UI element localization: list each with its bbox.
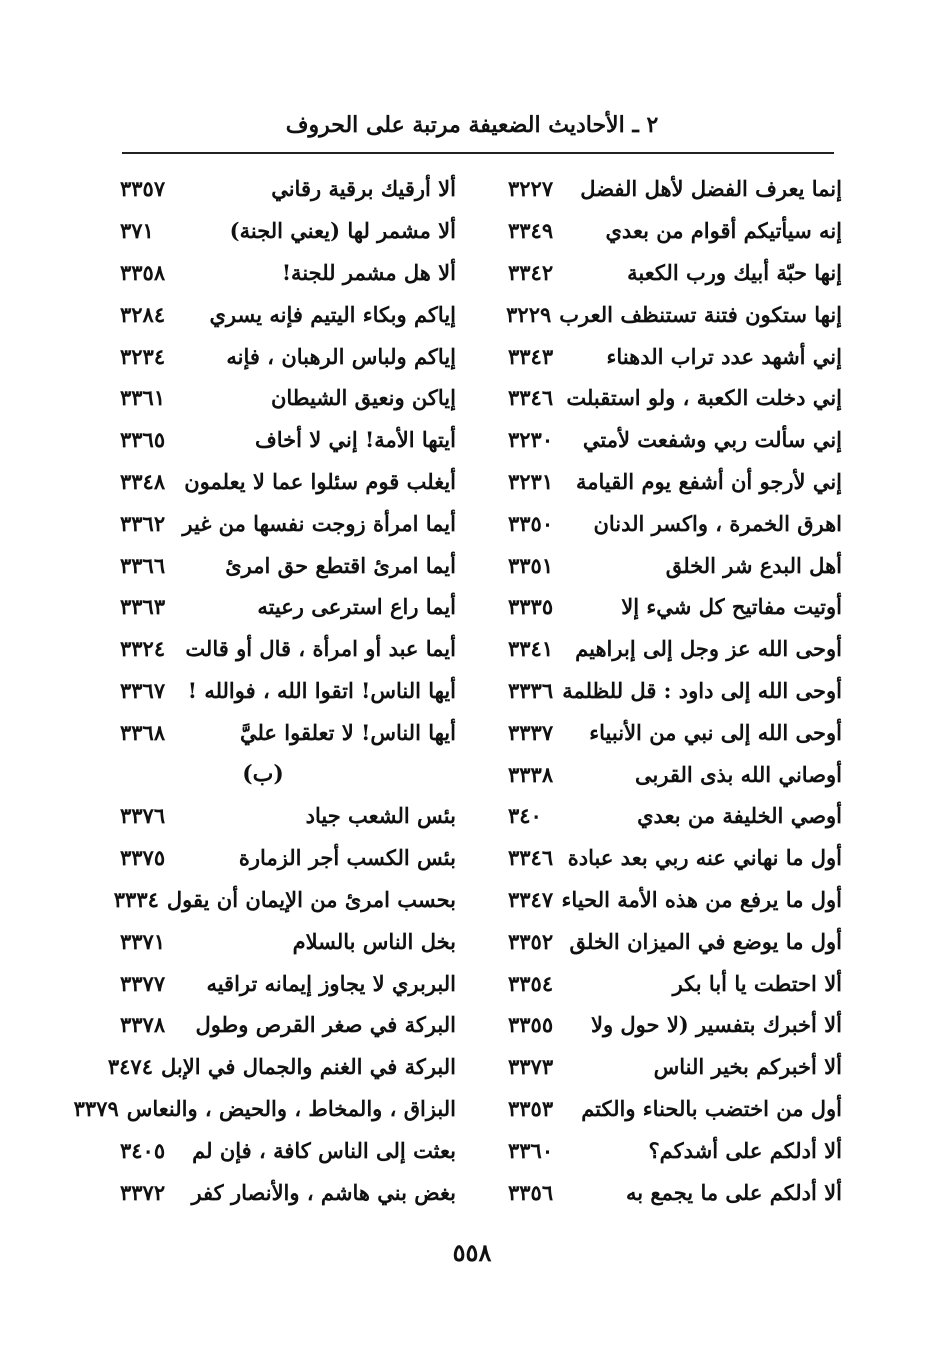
hadith-number: ٣٣٥٨ [120,259,166,285]
hadith-number: ٣٣٥٢ [508,928,554,954]
index-entry [120,335,456,377]
hadith-title: ألا أدلكم على ما يجمع به [626,1179,842,1205]
hadith-number: ٣٣٤٦ [508,845,554,871]
hadith-number: ٣٣٢٤ [120,636,166,662]
hadith-number: ٣٣٣٤ [113,886,159,912]
hadith-title: إني دخلت الكعبة ، ولو استقبلت [566,385,842,411]
hadith-title: بئس الكسب أجر الزمارة [238,845,456,871]
index-entry [508,544,842,586]
index-entry [508,753,842,795]
hadith-title: البركة في الغنم والجمال في الإبل [160,1054,456,1080]
index-entry [508,670,842,712]
hadith-number: ٣٣٧٥ [120,845,166,871]
hadith-title: أول من اختضب بالحناء والكتم [581,1095,842,1121]
index-entry [508,1088,842,1130]
hadith-number: ٣٣٦٢ [120,510,166,536]
index-entry [120,628,456,670]
index-entry [120,795,456,837]
hadith-number: ٣٣٥٣ [508,1095,554,1121]
hadith-number: ٣٣٦٨ [120,719,166,745]
hadith-title: أيغلب قوم سئلوا عما لا يعلمون [184,468,456,494]
index-entry [120,1004,456,1046]
hadith-number: ٣٣٧٩ [73,1095,119,1121]
hadith-title: أوتيت مفاتيح كل شيء إلا [621,594,842,620]
hadith-number: ٣٤٧٤ [107,1054,153,1080]
hadith-number: ٣٣٥٦ [508,1179,554,1205]
hadith-number: ٣٢٢٧ [508,176,554,202]
index-entry [508,252,842,294]
index-entry [120,837,456,879]
hadith-title: ألا أدلكم على أشدكم؟ [648,1137,842,1163]
hadith-title: بغض بني هاشم ، والأنصار كفر [191,1179,456,1205]
index-entry [508,461,842,503]
hadith-number: ٣٣٧٨ [120,1012,166,1038]
index-entry [120,377,456,419]
hadith-title: ألا أخبرك بتفسير (لا حول ولا [591,1012,842,1038]
index-entry [120,544,456,586]
hadith-title: إياكم وبكاء اليتيم فإنه يسري [209,301,456,327]
index-entry [508,962,842,1004]
hadith-title: ألا أخبركم بخير الناس [653,1054,842,1080]
hadith-title: أيتها الأمة! إني لا أخاف [254,427,456,453]
hadith-title: أول ما يوضع في الميزان الخلق [569,928,842,954]
hadith-number: ٣٢٨٤ [120,301,166,327]
hadith-title: أيها الناس! لا تعلقوا عليَّ [239,719,456,745]
hadith-title: ألا احتطت يا أبا بكر [672,970,842,996]
index-entry [508,168,842,210]
hadith-number: ٣٣٧١ [120,928,166,954]
header-rule [122,152,834,154]
hadith-title: أول ما يرفع من هذه الأمة الحياء [561,886,842,912]
hadith-number: ٣٢٣٤ [120,343,166,369]
index-column-right [508,168,842,1213]
hadith-number: ٣٤٠ [508,803,542,829]
hadith-title: بخل الناس بالسلام [292,928,456,954]
hadith-title: أيما عبد أو امرأة ، قال أو قالت [185,636,456,662]
index-entry [508,795,842,837]
index-entry [120,962,456,1004]
hadith-number: ٣٣٦٦ [120,552,166,578]
index-entry [120,502,456,544]
index-entry [120,586,456,628]
hadith-number: ٣٣٦٥ [120,427,166,453]
hadith-title: أيما امرأة زوجت نفسها من غير [182,510,456,536]
index-entry [508,837,842,879]
hadith-title: أوحى الله إلى نبي من الأنبياء [589,719,842,745]
hadith-title: اهرق الخمرة ، واكسر الدنان [593,510,842,536]
hadith-title: البركة في صغر القرص وطول [195,1012,456,1038]
index-entry [120,461,456,503]
hadith-number: ٣٣٦٣ [120,594,166,620]
index-entry [508,377,842,419]
index-entry [508,879,842,921]
hadith-number: ٣٣٣٨ [508,761,554,787]
index-entry [508,502,842,544]
hadith-title: أيما امرئ اقتطع حق امرئ [225,552,456,578]
hadith-title: ألا هل مشمر للجنة! [281,259,456,285]
index-entry [508,628,842,670]
hadith-title: البزاق ، والمخاط ، والحيض ، والنعاس [126,1095,456,1121]
index-entry [508,419,842,461]
hadith-title: إياكم ولباس الرهبان ، فإنه [226,343,456,369]
index-entry [508,335,842,377]
page-number: ٥٥٨ [452,1238,492,1267]
hadith-number: ٣٣٤٦ [508,385,554,411]
hadith-title: إنما يعرف الفضل لأهل الفضل [580,176,842,202]
hadith-title: البربري لا يجاوز إيمانه تراقيه [206,970,456,996]
hadith-number: ٣٣٤٣ [508,343,554,369]
hadith-number: ٣٣٥٥ [508,1012,554,1038]
index-entry [508,1171,842,1213]
index-entry [508,293,842,335]
hadith-number: ٣٣٣٧ [508,719,554,745]
hadith-title: أوحى الله عز وجل إلى إبراهيم [575,636,842,662]
hadith-title: أوصاني الله بذى القربى [634,761,842,787]
hadith-number: ٣٣٧٧ [120,970,166,996]
index-entry [508,1129,842,1171]
hadith-title: أول ما نهاني عنه ربي بعد عبادة [567,845,842,871]
hadith-title: أوحى الله إلى داود : قل للظلمة [562,677,842,703]
index-entry [73,1088,456,1130]
hadith-number: ٣٢٣٠ [508,427,554,453]
hadith-number: ٣٢٣١ [508,468,554,494]
index-entry [113,879,456,921]
index-entry [508,1046,842,1088]
hadith-number: ٣٣٥٤ [508,970,554,996]
hadith-title: إني لأرجو أن أشفع يوم القيامة [576,468,842,494]
hadith-title: بئس الشعب جياد [305,803,456,829]
page-header: ٢ ـ الأحاديث الضعيفة مرتبة على الحروف [285,112,659,138]
hadith-title: إني سألت ربي وشفعت لأمتي [582,427,842,453]
index-entry [120,293,456,335]
index-entry [107,1046,456,1088]
index-entry [120,711,456,753]
hadith-number: ٣٧١ [120,218,154,244]
hadith-number: ٣٣٥٧ [120,176,166,202]
hadith-number: ٣٣٥١ [508,552,554,578]
hadith-number: ٣٣٣٦ [508,677,554,703]
index-entry [120,168,456,210]
hadith-title: ألا أرقيك برقية رقاني [271,176,456,202]
hadith-title: ألا مشمر لها (يعني الجنة) [229,218,456,244]
hadith-number: ٣٣٤٢ [508,259,554,285]
hadith-number: ٣٣٤٩ [508,218,554,244]
index-entry [508,711,842,753]
hadith-number: ٣٣٧٢ [120,1179,166,1205]
hadith-title: إنها ستكون فتنة تستنظف العرب [559,301,842,327]
hadith-title: أوصي الخليفة من بعدي [637,803,842,829]
hadith-number: ٣٣٤٨ [120,468,166,494]
hadith-title: بعثت إلى الناس كافة ، فإن لم [192,1137,456,1163]
index-entry [120,210,456,252]
index-entry [120,920,456,962]
hadith-number: ٣٣٧٦ [120,803,166,829]
hadith-title: أيما راع استرعى رعيته [257,594,456,620]
hadith-title: أيها الناس! اتقوا الله ، فوالله ! [187,677,456,703]
hadith-number: ٣٤٠٥ [120,1137,166,1163]
hadith-number: ٣٣٤٧ [508,886,554,912]
hadith-title: إنه سيأتيكم أقوام من بعدي [605,218,842,244]
index-entry [120,670,456,712]
index-entry [508,586,842,628]
index-entry [508,210,842,252]
hadith-number: ٣٣٦١ [120,385,166,411]
hadith-title: بحسب امرئ من الإيمان أن يقول [166,886,456,912]
section-heading: (ب) [242,761,284,788]
index-entry [120,419,456,461]
hadith-number: ٣٣٣٥ [508,594,554,620]
hadith-number: ٣٢٢٩ [506,301,552,327]
hadith-title: إياكن ونعيق الشيطان [270,385,456,411]
index-entry [120,1129,456,1171]
index-column-left [73,168,456,1213]
index-entry [508,1004,842,1046]
hadith-number: ٣٣٦٠ [508,1137,554,1163]
index-entry [120,1171,456,1213]
index-entry [120,252,456,294]
hadith-title: إني أشهد عدد تراب الدهناء [606,343,842,369]
hadith-number: ٣٣٥٠ [508,510,554,536]
hadith-title: أهل البدع شر الخلق [665,552,842,578]
index-entry [508,920,842,962]
hadith-number: ٣٣٧٣ [508,1054,554,1080]
hadith-number: ٣٣٦٧ [120,677,166,703]
hadith-number: ٣٣٤١ [508,636,554,662]
hadith-title: إنها حبّة أبيك ورب الكعبة [627,259,842,285]
